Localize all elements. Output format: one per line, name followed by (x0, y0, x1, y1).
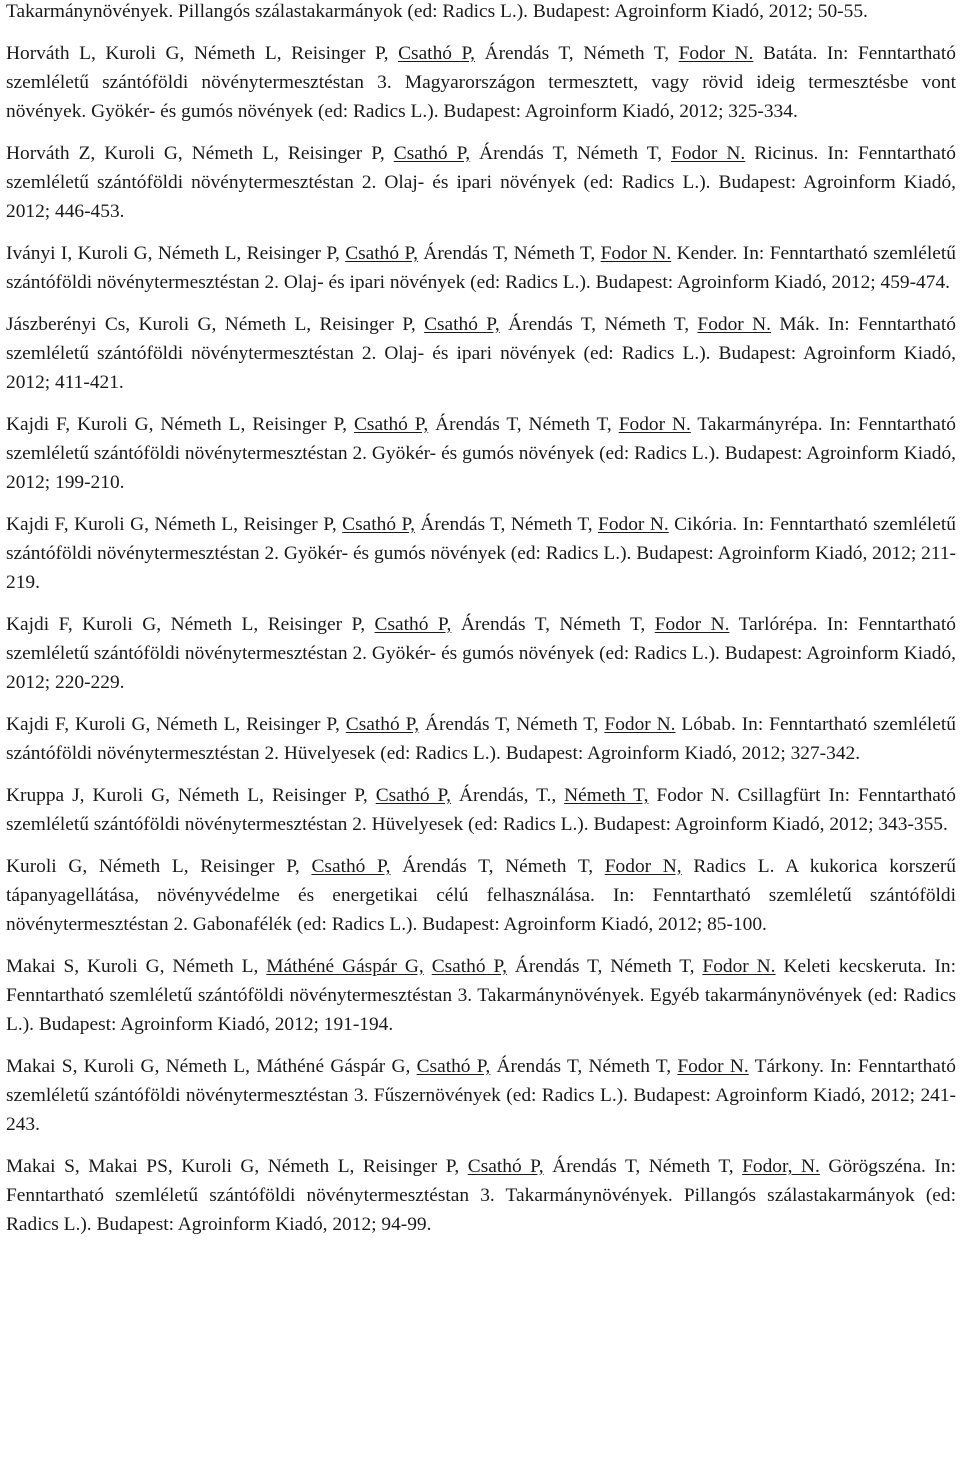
reference-entry (6, 239, 956, 297)
underlined-author: Fodor N. (598, 514, 669, 535)
underlined-author: Csathó P, (393, 143, 471, 164)
reference-entry (6, 1052, 956, 1139)
underlined-author: Csathó P, (342, 514, 415, 535)
underlined-author: Csathó P, (374, 614, 452, 635)
reference-text: Radics L. A kukorica korszerű tápanyagellátása, növényvédelme és energetikai célú felhasználása. In: Fenntartható szemléletű szántóföldi növénytermesztéstan 2. Gabonafélék (ed: Radics L.). Budapest: Agroinform Kiadó, 2012; 85-100. (6, 856, 957, 935)
reference-text: Kuroli G, Németh L, Reisinger P, (6, 856, 312, 877)
underlined-author: Csathó P, (467, 1156, 544, 1177)
reference-text: Keleti kecskeruta. In: Fenntartható szemléletű szántóföldi növénytermesztéstan 3. Takarmánynövények. Egyéb takarmánynövények (ed: Radics L.). Budapest: Agroinform Kiadó, 2012; 191-194. (6, 956, 956, 1035)
reference-text: Árendás T, Németh T, (543, 1156, 743, 1177)
reference-text: Árendás, T., (451, 785, 565, 806)
underlined-author: Fodor N. (702, 956, 776, 977)
underlined-author: Fodor N. (677, 1056, 749, 1077)
underlined-author: Csathó P, (431, 956, 507, 977)
reference-text: Kajdi F, Kuroli G, Németh L, Reisinger P, (6, 614, 375, 635)
underlined-author: Máthéné Gáspár G, (266, 956, 424, 977)
reference-text: Mák. In: Fenntartható szemléletű szántóföldi növénytermesztéstan 2. Olaj- és ipari növények (ed: Radics L.). Budapest: Agroinform Kiadó, 2012; 411-421. (6, 314, 956, 393)
reference-text: Horváth L, Kuroli G, Németh L, Reisinger P, (6, 43, 399, 64)
reference-text: Árendás T, Németh T, (414, 514, 599, 535)
reference-text: Árendás T, Németh T, (428, 414, 619, 435)
underlined-author: Fodor, N. (742, 1156, 820, 1177)
reference-text: Tárkony. In: Fenntartható szemléletű szántóföldi növénytermesztéstan 3. Fűszernövények (ed: Radics L.). Budapest: Agroinform Kiadó, 2012; 241-243. (6, 1056, 956, 1135)
reference-text: Görögszéna. In: Fenntartható szemléletű szántóföldi növénytermesztéstan 3. Takarmánynövények. Pillangós szálastakarmányok (ed: Radics L.). Budapest: Agroinform Kiadó, 2012; 94-99. (6, 1156, 956, 1235)
underlined-author: Fodor N. (671, 143, 746, 164)
reference-entry (6, 1152, 956, 1239)
underlined-author: Fodor N. (604, 714, 676, 735)
underlined-author: Csathó P, (345, 243, 418, 264)
reference-text: Árendás T, Németh T, (490, 1056, 678, 1077)
reference-text: Árendás T, Németh T, (506, 956, 703, 977)
underlined-author: Csathó P, (398, 43, 476, 64)
reference-text: Iványi I, Kuroli G, Németh L, Reisinger P, (6, 243, 346, 264)
underlined-author: Fodor N, (604, 856, 682, 877)
reference-text: Jászberényi Cs, Kuroli G, Németh L, Reisinger P, (6, 314, 425, 335)
reference-text: Kender. In: Fenntartható szemléletű szántóföldi növénytermesztéstan 2. Olaj- és ipari növények (ed: Radics L.). Budapest: Agroinform Kiadó, 2012; 459-474. (6, 243, 956, 293)
reference-text: Ricinus. In: Fenntartható szemléletű szántóföldi növénytermesztéstan 2. Olaj- és ipari növények (ed: Radics L.). Budapest: Agroinform Kiadó, 2012; 446-453. (6, 143, 956, 222)
underlined-author: Fodor N. (678, 43, 754, 64)
underlined-author: Fodor N. (697, 314, 771, 335)
reference-text: Árendás T, Németh T, (451, 614, 655, 635)
underlined-author: Csathó P, (345, 714, 420, 735)
underlined-author: Csathó P, (375, 785, 452, 806)
reference-text: Makai S, Kuroli G, Németh L, Máthéné Gáspár G, (6, 1056, 417, 1077)
reference-text: Árendás T, Németh T, (499, 314, 698, 335)
reference-text: Cikória. In: Fenntartható szemléletű szántóföldi növénytermesztéstan 2. Gyökér- és gumós növények (ed: Radics L.). Budapest: Agroinform Kiadó, 2012; 211-219. (6, 514, 956, 593)
underlined-author: Csathó P, (353, 414, 429, 435)
reference-entry (6, 0, 956, 26)
underlined-author: Csathó P, (416, 1056, 491, 1077)
reference-text: Takarmányrépa. In: Fenntartható szemléletű szántóföldi növénytermesztéstan 2. Gyökér- és gumós növények (ed: Radics L.). Budapest: Agroinform Kiadó, 2012; 199-210. (6, 414, 956, 493)
reference-entry (6, 39, 956, 126)
reference-text: Horváth Z, Kuroli G, Németh L, Reisinger P, (6, 143, 394, 164)
reference-text: Árendás T, Németh T, (419, 714, 605, 735)
reference-text: Kajdi F, Kuroli G, Németh L, Reisinger P, (6, 714, 346, 735)
reference-text: Batáta. In: Fenntartható szemléletű szántóföldi növénytermesztéstan 3. Magyarországon termesztett, vagy rövid ideig termesztésbe vont növények. Gyökér- és gumós növények (ed: Radics L.). Budapest: Agroinform Kiadó, 2012; 325-334. (6, 43, 956, 122)
reference-text: Lóbab. In: Fenntartható szemléletű szántóföldi növénytermesztéstan 2. Hüvelyesek (ed: Radics L.). Budapest: Agroinform Kiadó, 2012; 327-342. (6, 714, 956, 764)
reference-text (424, 956, 432, 977)
reference-text: Makai S, Makai PS, Kuroli G, Németh L, Reisinger P, (6, 1156, 468, 1177)
reference-text: Árendás T, Németh T, (417, 243, 601, 264)
reference-entry (6, 710, 956, 768)
reference-entry (6, 410, 956, 497)
underlined-author: Fodor N. (654, 614, 730, 635)
underlined-author: Fodor N. (600, 243, 672, 264)
underlined-author: Németh T, (564, 785, 649, 806)
reference-entry (6, 852, 956, 939)
reference-text: Kajdi F, Kuroli G, Németh L, Reisinger P, (6, 414, 354, 435)
reference-entry (6, 510, 956, 597)
reference-entry (6, 952, 956, 1039)
reference-entry (6, 139, 956, 226)
underlined-author: Fodor N. (618, 414, 691, 435)
reference-text: Árendás T, Németh T, (475, 43, 679, 64)
reference-text: Makai S, Kuroli G, Németh L, (6, 956, 267, 977)
underlined-author: Csathó P, (311, 856, 391, 877)
reference-text: Kruppa J, Kuroli G, Németh L, Reisinger P, (6, 785, 376, 806)
reference-entry (6, 610, 956, 697)
reference-text: Árendás T, Németh T, (390, 856, 605, 877)
reference-text: Takarmánynövények. Pillangós szálastakarmányok (ed: Radics L.). Budapest: Agroinform Kiadó, 2012; 50-55. (6, 1, 868, 22)
reference-text: Árendás T, Németh T, (470, 143, 672, 164)
reference-entry (6, 310, 956, 397)
reference-text: Fodor N. Csillagfürt In: Fenntartható szemléletű szántóföldi növénytermesztéstan 2. Hüvelyesek (ed: Radics L.). Budapest: Agroinform Kiadó, 2012; 343-355. (6, 785, 956, 835)
reference-text: Tarlórépa. In: Fenntartható szemléletű szántóföldi növénytermesztéstan 2. Gyökér- és gumós növények (ed: Radics L.). Budapest: Agroinform Kiadó, 2012; 220-229. (6, 614, 956, 693)
underlined-author: Csathó P, (424, 314, 500, 335)
reference-entry (6, 781, 956, 839)
reference-text: Kajdi F, Kuroli G, Németh L, Reisinger P, (6, 514, 343, 535)
